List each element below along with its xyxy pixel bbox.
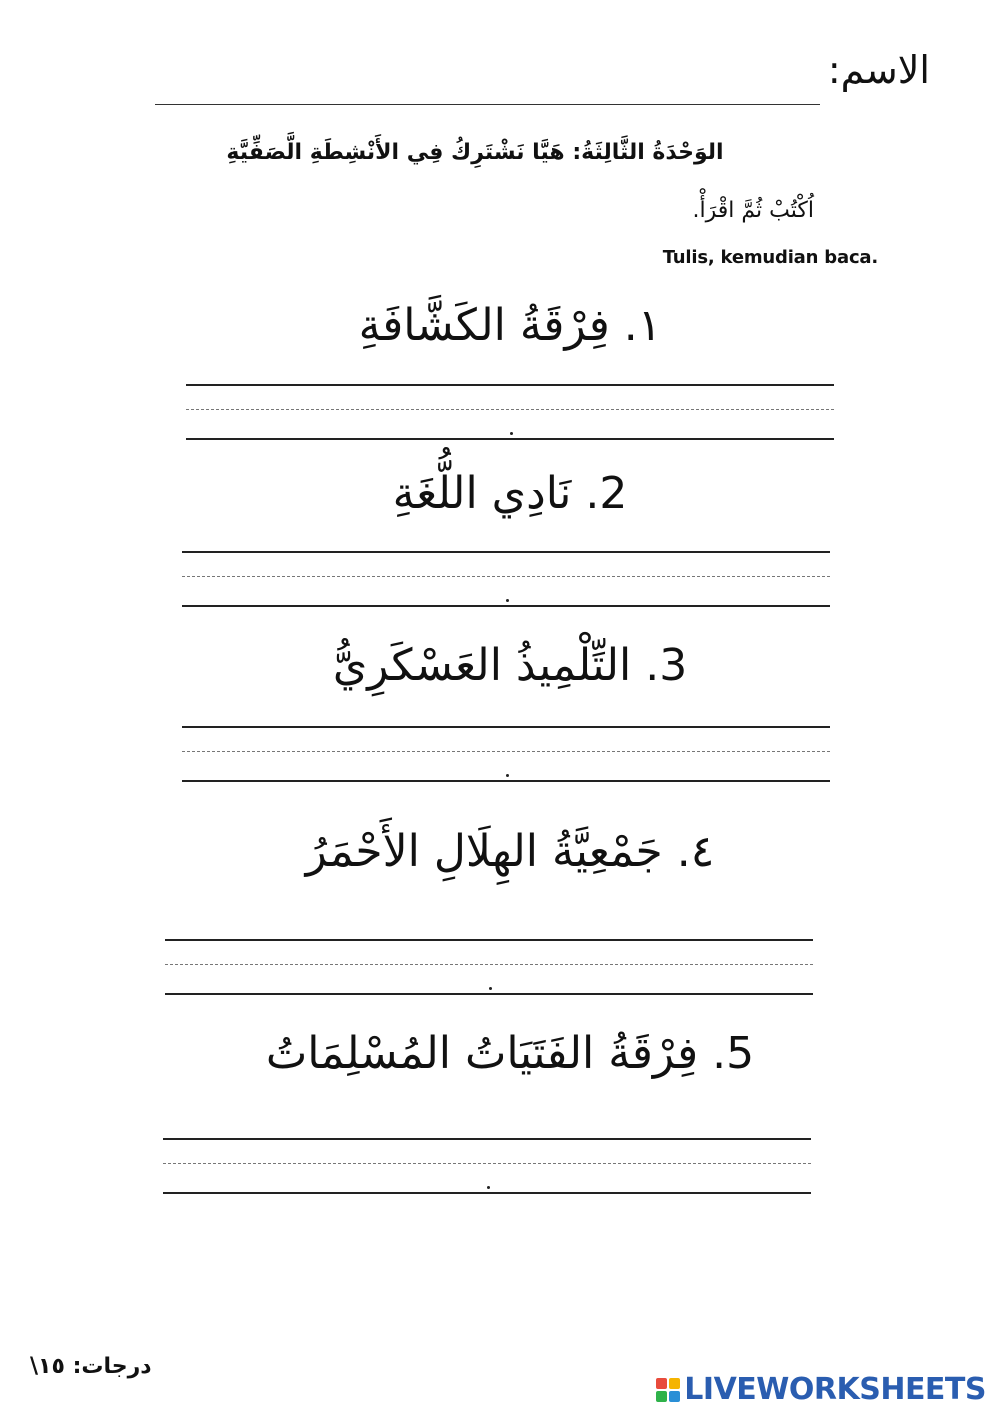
- score-value: ١٥\: [30, 1354, 65, 1379]
- name-answer-line[interactable]: [155, 104, 820, 105]
- phrase-3: 3. التِّلْمِيذُ العَسْكَرِيُّ: [332, 640, 688, 691]
- phrase-1: ١. فِرْقَةُ الكَشَّافَةِ: [358, 300, 662, 351]
- score-box: [30, 1354, 152, 1379]
- unit-title: الوَحْدَةُ الثَّالِثَةُ: هَيَّا نَشْتَرِكُ فِي الأَنْشِطَةِ الَّصَفِّيَّةِ: [226, 140, 724, 165]
- writing-lines-2[interactable]: [182, 551, 830, 607]
- writing-lines-3[interactable]: [182, 726, 830, 782]
- liveworksheets-logo: [656, 1372, 986, 1407]
- instruction-arabic: اُكْتُبْ ثُمَّ اقْرَأْ.: [692, 198, 814, 223]
- phrase-4: ٤. جَمْعِيَّةُ الهِلَالِ الأَحْمَرُ: [305, 826, 715, 877]
- brand-name: LIVEWORKSHEETS: [684, 1372, 986, 1407]
- phrase-5: 5. فِرْقَةُ الفَتَيَاتُ المُسْلِمَاتُ: [265, 1028, 755, 1079]
- writing-lines-1[interactable]: [186, 384, 834, 440]
- writing-lines-5[interactable]: [163, 1138, 811, 1194]
- writing-lines-4[interactable]: [165, 939, 813, 995]
- phrase-2: 2. نَادِي اللُّغَةِ: [392, 468, 628, 519]
- score-label: درجات:: [72, 1354, 152, 1379]
- logo-icon: [656, 1378, 680, 1402]
- instruction-english: Tulis, kemudian baca.: [662, 247, 878, 268]
- name-label: الاسم:: [827, 48, 930, 92]
